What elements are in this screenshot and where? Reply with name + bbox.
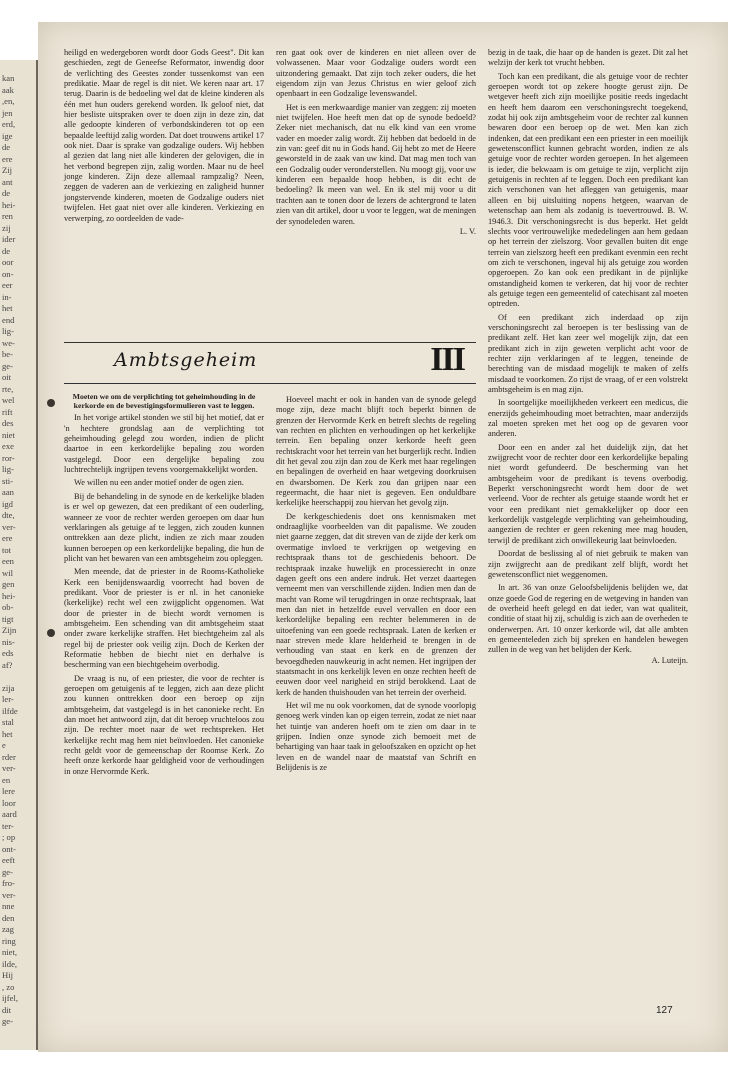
strip-fragment: lig- [2,326,14,336]
paragraph: Toch kan een predikant, die als getuige voor de rechter geroepen wordt tot op zekere hoogte gerust zijn. De wetgever heeft zich zijn moeilijke positie reeds ingedacht en heeft hem daarom een verschoningsrecht toegekend, zodat hij ook zijn ambtsgeheim voor de rechter zal kunnen bewaren door een beroep op de wet. Men kan zich indenken, dat een predikant een een priester in een moeilijk gewetensconflict kunnen gebracht worden, indien ze als getuige voor de rechter worden geroepen. In het algemeen is ieder, die bekwaam is om getuige te zijn, verplicht zijn getuigenis in rechten af te leggen. Doch een predikant kan zich verschonen van het afleggen van getuigenis, maar alleen en bij uitsluiting nopens hetgeen, waarvan de wetenschap aan hem als zodanig is toevertrouwd. B. W. 1946.3. Dit verschoningsrecht is dus beperkt. Het geldt slechts voor vertrouwelijke mededelingen aan hem gedaan op het terrein der zielszorg. Voor gevallen buiten dit enge terrein van zielszorg heeft een predikant evenmin een recht om zich te verschonen, ingeval hij als getuige zou worden opgeroepen. Zo kan ook een predikant in de pijnlijke omstandigheid komen te verkeren, dat hij voor de rechter als getuige tegen een gemeentelid of catechisant zal moeten optreden. [488,71,688,309]
paragraph: Bij de behandeling in de synode en de kerkelijke bladen is er wel op gewezen, dat een predikant of een ouderling, wanneer ze voor de rechter werden geroepen om daar hun verklaringen als getuige af te leggen, zich zouden kunnen onttrekken aan deze plicht, indien ze zich maar zouden kunnen beroepen op een kerkordelijke bepaling, die hun de plicht van het bewaren van een ambtsgeheim zou opleggen. [64,491,264,563]
paragraph: Het wil me nu ook voorkomen, dat de synode voorlopig genoeg werk vinden kan op eigen terrein, zodat ze niet naar het tuintje van anderen hoeft om te zien om daar in te grijpen. Indien onze synode zich bemoeit met de behartiging van haar taak in geloofszaken en opzicht op het leven en de wandel naar de maatstaf van Schrift en Belijdenis is ze [276,700,476,773]
strip-fragment: loor [2,797,16,808]
strip-fragment: ge- [2,360,13,371]
strip-fragment: ge- [2,1016,13,1026]
column-3 [488,48,688,666]
paragraph: heiligd en wedergeboren wordt door Gods Geest". Dit kan geschieden, zegt de Geneefse Reformator, inwendig door de verlichting des Geestes zonder tussenkomst van een predikatie. Maar de regel is dit niet. We keren naar art. 17 terug. Daarin is de bedoeling wel dat de kleine kinderen als één met hun ouders gerekend worden. Ik geloof niet, dat hier besliste uitspraken over te doen zijn in deze zin, dat alle gedoopte kinderen of verbondskinderen tot op een bepaalde leeftijd zalig worden. Dat doet trouwens artikel 17 ook niet. Daar is sprake van godzalige ouders. Wij hebben al gezien dat lang niet alle kinderen der gelovigen, die in het verbond begrepen zijn, zalig worden. Maar nu de heel jonge kinderen. Zijn deze allemaal rampzalig? Neen, zeggen de vaderen aan de verkiezing en zaligheid hunner jongstervende kinderen, moeten de Godzalige ouders niet twijfelen. Het gaat niet over alle kinderen. Verkiezing en verwerping, zo oordeelden de vade- [64,48,264,223]
strip-fragment: rte, [2,383,14,394]
strip-fragment: ler- [2,694,14,704]
strip-fragment: eeft [2,855,15,865]
strip-fragment: aak [2,84,14,95]
article-subtitle: Moeten we om de verplichting tot geheimhouding in de kerkorde en de bevestigingsformulieren vast te leggen. [72,392,256,411]
paragraph: De kerkgeschiedenis doet ons kennismaken met ondraaglijke voorbeelden van dit papalisme. We zouden niet gaarne zeggen, dat dit streven van de zijde der kerk om overmatige invloed te verkrijgen op wetgeving en rechtspraak thans tot de geschiedenis behoort. De rechtspraak inzake huwelijk en processierecht in onze dagen geeft ons een andere indruk. Het verzet daartegen verneemt men van verschillende zijden. Indien men dan de macht van Rome wil terugdringen in onze rechtspraak, laat men dan niet in hetzelfde euvel vervallen en door een kerkordelijke bepaling een rechter belemmeren in de uitoefening van een goede rechtspraak. Laten de kerken er naar streven mede klare helderheid te brengen in de verhouding van staat en kerk en de grenzen der bevoegdheden nauwkeurig in acht nemen. Het ingrijpen der staatsmacht in ons kerkelijk leven en onze rechten heeft de eeuwen door veel narigheid en strijd berokkend. Laat de kerk de handen thuishouden van het terrein der overheid. [276,511,476,697]
strip-fragment: dte, [2,510,15,520]
strip-fragment: de [2,245,11,256]
strip-fragment: dit [2,1004,12,1015]
strip-fragment: ver- [2,521,16,532]
signature-luteijn: A. Luteijn. [651,655,688,665]
strip-fragment: ere [2,533,13,543]
strip-fragment: ere [2,153,13,164]
strip-fragment: zij [2,222,11,233]
strip-fragment: end [2,314,15,325]
strip-fragment: be- [2,349,13,359]
strip-fragment: aan [2,487,14,497]
column-1-bottom [64,392,264,777]
paragraph: We willen nu een ander motief onder de ogen zien. [74,478,244,488]
article-number: III [430,341,464,378]
strip-fragment: het [2,728,13,739]
strip-fragment: ror- [2,452,15,463]
strip-fragment: ge- [2,866,13,877]
paragraph: Men meende, dat de priester in de Rooms-Katholieke Kerk een benijdenswaardig voorrecht had boven de predikant. Voor de priester is er nl. in het canonieke (kerkelijke) recht wel een zwijgplicht opgenomen. Wat door de priester in de biecht wordt vernomen is ambtsgeheim. Een schending van dit ambtsgeheim staat onder zware kerkelijke straffen. Het biechtgeheim zal als regel bij de priester ook veilig zijn. Doch de Kerken der Reformatie hebben de biecht niet en derhalve is bescherming van een biechtgeheim overbodig. [64,567,264,670]
strip-fragment: ring [2,935,16,946]
strip-fragment: af? [2,659,13,670]
paragraph: In soortgelijke moeilijkheden verkeert een medicus, die enerzijds geheimhouding moet betrachten, maar anderzijds zal moeten spreken met het oog op de gevaren voor anderen. [488,398,688,439]
paragraph: ren gaat ook over de kinderen en niet alleen over de volwassenen. Maar voor Godzalige ouders wordt een uitzondering gemaakt. Dat zijn toch zeker ouders, die het eigendom zijn van Jezus Christus en wier geloof zich openbaart in een Godzalige levenswandel. [276,48,476,99]
strip-fragment: gen [2,579,15,589]
strip-fragment: lig- [2,464,14,474]
strip-fragment: igd [2,498,13,509]
strip-fragment: fro- [2,878,15,888]
paragraph: De vraag is nu, of een priester, die voor de rechter is geroepen om getuigenis af te leggen, zich aan deze plicht zou kunnen onttrekken door een beroep op zijn ambtsgeheim, dat vastgelegd is in het canonieke recht. En dan moet het antwoord zijn, dat dit beroep vruchteloos zou zijn. De rechter moet naar de wet rechtspreken. Het kerkelijke recht mag hem niet beïnvloeden. Het canonieke recht geldt voor de gemeenschap der Roomse Kerk. Zo heeft onze kerkorde haar geldigheid voor de verhoudingen in onze Hervormde Kerk. [64,673,264,776]
paragraph: In art. 36 van onze Geloofsbelijdenis belijden we, dat onze goede God de regering en de wetgeving in handen van de overheid heeft gelegd en dat ieder, van wat qualiteit, conditie of staat hij zij, schuldig is zich aan de overheden te onderwerpen. Art. 10 onzer kerkorde wil, dat alle ambten en gemeenteleden zich bij spreken en handelen bewegen zullen in de weg van het belijden der Kerk. [488,583,688,655]
article-title: Ambtsgeheim [114,349,258,371]
strip-fragment: tot [2,544,12,555]
adjacent-page-strip [0,60,38,1050]
strip-fragment: Zijn [2,625,17,635]
strip-fragment: eer [2,280,13,290]
strip-fragment: sti- [2,475,13,486]
strip-fragment: den [2,912,15,923]
strip-fragment: wil [2,567,13,578]
page-number: 127 [656,1005,673,1016]
strip-fragment: rder [2,751,16,762]
strip-fragment: de [2,188,11,198]
strip-fragment: ; op [2,832,16,842]
strip-fragment: ige [2,130,13,141]
strip-fragment: ilfde [2,705,18,716]
strip-fragment: rift [2,406,13,417]
strip-fragment: eds [2,648,14,658]
strip-fragment: tigt [2,613,14,624]
strip-fragment: ter- [2,820,14,831]
strip-fragment: niet [2,429,15,440]
article-header [64,342,476,384]
paragraph: Of een predikant zich inderdaad op zijn verschoningsrecht zal beroepen is ter beslissing van de predikant zelf. Het kan zeer wel mogelijk zijn, dat een predikant zich in zijn geweten verplicht acht voor de rechter zijn verklaringen af te leggen, teneinde de berechting van de misdaad mogelijk te maken of zelfs misdaad te voorkomen. Zo rijst de vraag, of er een volstrekt ambtsgeheim is en mag zijn. [488,312,688,394]
strip-fragment: jen [2,107,13,118]
strip-fragment: oit [2,372,12,382]
binding-hole-top [47,399,55,407]
column-2-bottom [276,392,476,773]
strip-fragment: kan [2,73,15,83]
paragraph: In het vorige artikel stonden we stil bij het motief, dat er 'n hechtere grondslag aan de verplichting tot geheimhouding gelegd zou worden, indien de plicht daartoe in een kerkordelijke bepaling zou worden vastgelegd. Door een dergelijke bepaling zou luchtrechtelijk ingrijpen tevens voorgemakkelijkt worden. [64,413,264,475]
strip-fragment: aard [2,809,17,819]
strip-fragment: ider [2,234,16,244]
binding-hole-bottom [47,629,55,637]
signature-lv: L. V. [459,226,476,236]
strip-fragment: Zij [2,165,13,175]
strip-fragment: nne [2,901,15,911]
strip-fragment: wel [2,395,15,405]
strip-fragment: e [2,740,6,750]
paragraph: bezig in de taak, die haar op de handen is gezet. Dit zal het welzijn der kerk tot vrucht hebben. [488,48,688,68]
strip-fragment: des [2,418,14,428]
strip-fragment: de [2,142,11,152]
strip-fragment: in- [2,291,12,302]
strip-fragment: ver- [2,889,16,900]
strip-fragment: on- [2,268,14,279]
strip-fragment: ren [2,211,13,221]
strip-fragment: en [2,774,11,785]
strip-fragment: stal [2,717,14,727]
strip-fragment: ant [2,176,13,187]
strip-fragment: we- [2,337,15,348]
strip-fragment: hei- [2,590,16,601]
column-1-top [64,48,264,224]
strip-fragment: ob- [2,602,14,612]
strip-fragment: ,en, [2,96,15,106]
paragraph: Het is een merkwaardige manier van zeggen: zij moeten niet twijfelen. Hoe heeft men dat op de synode bedoeld? Zeker niet mechanisch, dat nu elk kind van een vrome vader en moeder zalig wordt. Zij hebben dat bedoeld in de zin van: geef dit nu in Gods hand. Gij hebt zo met de Heere geworsteld in de zaak van uw kind. Dat mag men toch van een Godzalig ouder veronderstellen. Nu moogt gij, voor uw kinderen een bepaalde hoop hebben, is dit echt de bedoeling? Ik meen van wel. En ik stel mij voor u dit trachten aan te tonen door de lezers de achtergrond te laten zien van dit artikel, door u voor te leggen, wat de meningen der synodeleden waren. [276,102,476,226]
strip-fragment: niet, [2,947,18,957]
strip-fragment: zag [2,924,14,934]
strip-fragment: ilde, [2,958,18,969]
paragraph: Doordat de beslissing al of niet gebruik te maken van zijn zwijgrecht aan de predikant zelf blijft, wordt het gewetensconflict niet weggenomen. [488,549,688,579]
strip-fragment: erd, [2,119,16,129]
strip-fragment: zija [2,682,15,693]
strip-fragment: ont- [2,843,16,854]
column-2-top [276,48,476,237]
strip-fragment: ver- [2,763,16,773]
strip-fragment: een [2,556,14,566]
paragraph: Hoeveel macht er ook in handen van de synode gelegd moge zijn, deze macht blijft toch beperkt binnen de grenzen der Hervormde Kerk en betreft slechts de regeling van rechten en plichten en verhoudingen op het kerkelijke terrein. Een bepaling onzer kerkorde heeft geen rechtskracht voor het terrein van het burgerlijk recht. Indien dit het geval zou zijn dan zou de Kerk met haar regelingen en bepalingen de overheid en haar wetgeving doorkruisen en dwarsbomen. De Kerk zou dan grijpen naar een regeermacht, die haar niet is gegeven. Een onduldbare kerkelijke heerschappij zou hiervan het gevolg zijn. [276,395,476,508]
strip-fragment: ijfel, [2,993,18,1003]
strip-fragment: hei- [2,199,16,210]
strip-fragment: , zo [2,981,15,992]
strip-fragment: lere [2,786,15,796]
strip-fragment: nis- [2,636,15,647]
paragraph: Door een en ander zal het duidelijk zijn, dat het zwijgrecht voor de rechter door een kerkordelijke bepaling niet wordt gefundeerd. De bescherming van het ambtsgeheim voor de predikant is tevens overbodig. Beperkt verschoningsrecht wordt hem door de wet verleend. Voor de rechter als getuige staande wordt het er voor een predikant niet gemakkelijker op door een kerkordelijk vastgelegde verplichting van geheimhouding, aangezien de rechter er geen rekening mee mag houden, terwijl de predikant zich onwillekeurig laat beïnvloeden. [488,442,688,545]
strip-fragment: het [2,303,13,313]
strip-fragment: exe [2,441,14,451]
strip-fragment: Hij [2,970,13,980]
strip-fragment: oor [2,257,14,267]
